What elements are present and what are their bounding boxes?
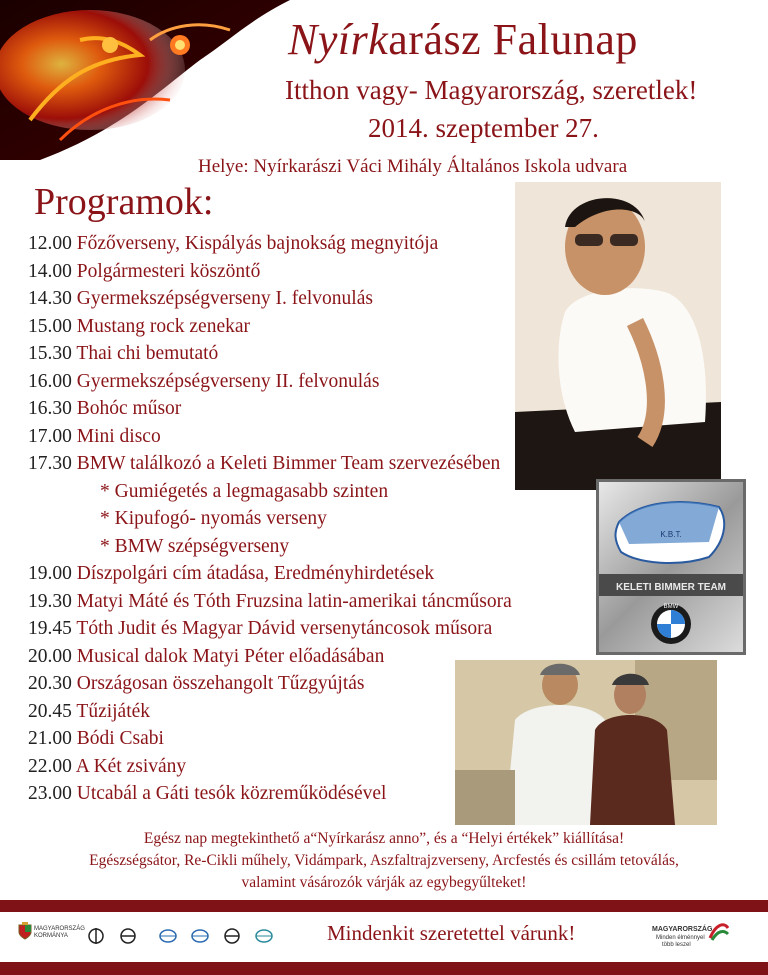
sponsor-logo-1 — [89, 928, 103, 944]
program-time: 17.30 — [28, 453, 72, 474]
sponsor-logo-4 — [192, 930, 208, 942]
footer-line-3: valamint vásározók várják az egybegyűlteket! — [241, 874, 527, 891]
mo-logo-line-2: Minden élménnyel — [656, 935, 705, 941]
sponsor-logo-5 — [225, 929, 239, 943]
welcome-message: Mindenkit szeretettel várunk! — [327, 921, 576, 945]
kbt-name: KELETI BIMMER TEAM — [616, 582, 726, 593]
program-item — [28, 698, 512, 726]
sponsor-logo-6 — [256, 930, 272, 942]
program-item — [28, 258, 512, 286]
program-description: Matyi Máté és Tóth Fruzsina latin-amerikai táncműsora — [76, 590, 512, 612]
bottom-band-top — [0, 900, 768, 912]
program-description: Bohóc műsor — [76, 398, 182, 419]
program-time: 16.30 — [28, 398, 72, 419]
mo-logo-line-1: MAGYARORSZÁG — [652, 926, 713, 933]
program-item — [28, 450, 512, 478]
program-description: BMW találkozó a Keleti Bimmer Team szervezésében — [76, 453, 501, 474]
sponsor-logo-2 — [121, 929, 135, 943]
program-item — [28, 423, 512, 451]
sponsor-bar — [0, 912, 768, 962]
program-time: 17.00 — [28, 425, 72, 447]
title-italic-part: Nyírk — [288, 15, 389, 64]
footer-line-1: Egész nap megtekinthető a“Nyírkarász anno”, és a “Helyi értékek” kiállítása! — [143, 830, 625, 847]
program-description: A Két zsivány — [75, 755, 187, 777]
sponsor-logo-3 — [160, 930, 176, 942]
event-date: 2014. szeptember 27. — [368, 113, 599, 143]
program-item — [28, 780, 512, 808]
program-description: Utcabál a Gáti tesók közreműködésével — [76, 783, 387, 804]
venue: Helye: Nyírkarászi Váci Mihály Általános Iskola udvara — [198, 156, 628, 177]
program-item — [28, 395, 512, 423]
program-subitem-text: * Gumiégetés a legmagasabb szinten — [100, 480, 389, 502]
program-time: 23.00 — [28, 783, 72, 804]
program-description: Thai chi bemutató — [76, 343, 219, 364]
bottom-band-bottom — [0, 962, 768, 975]
program-description: Musical dalok Matyi Péter előadásában — [76, 645, 385, 667]
program-time: 12.00 — [28, 233, 72, 254]
program-subitem-text: * Kipufogó- nyomás verseny — [100, 508, 327, 529]
program-description: Főzőverseny, Kispályás bajnokság megnyitója — [76, 233, 439, 254]
program-time: 19.45 — [28, 618, 72, 639]
program-item — [28, 313, 512, 341]
program-time: 14.00 — [28, 260, 72, 282]
program-item — [28, 560, 512, 588]
program-time: 20.45 — [28, 700, 72, 722]
program-description: Díszpolgári cím átadása, Eredményhirdetések — [76, 563, 435, 584]
subtitle: Itthon vagy- Magyarország, szeretlek! — [285, 75, 698, 105]
page-title — [288, 14, 638, 65]
program-list — [28, 230, 512, 808]
bmw-text: BMW — [663, 604, 679, 610]
program-time: 21.00 — [28, 728, 72, 749]
coat-of-arms-icon — [18, 922, 32, 940]
program-description: Polgármesteri köszöntő — [76, 260, 261, 282]
program-item — [28, 588, 512, 616]
footer-line-2: Egészségsátor, Re-Cikli műhely, Vidámpark, Aszfaltrajzverseny, Arcfestés és csillám tetoválás, — [89, 852, 679, 869]
program-description: Mini disco — [76, 425, 161, 447]
program-item — [28, 505, 512, 533]
program-item — [28, 670, 512, 698]
program-time: 20.00 — [28, 645, 72, 667]
program-time: 19.30 — [28, 590, 72, 612]
program-item — [28, 725, 512, 753]
sponsor-logos — [88, 924, 278, 948]
title-rest: arász Falunap — [388, 15, 638, 64]
program-item — [28, 340, 512, 368]
program-time: 15.00 — [28, 315, 72, 337]
programs-heading: Programok: — [34, 181, 214, 223]
program-description: Bódi Csabi — [76, 728, 164, 749]
program-time: 20.30 — [28, 673, 72, 694]
mo-logo-line-3: több leszel — [662, 942, 691, 948]
program-description: Tóth Judit és Magyar Dávid versenytáncosok műsora — [76, 618, 493, 639]
kbt-map-text: K.B.T. — [660, 530, 682, 539]
kormany-line-2: KORMÁNYA — [34, 933, 68, 939]
program-time: 19.00 — [28, 563, 72, 584]
singer-photo — [515, 182, 721, 490]
kormany-line-1: MAGYARORSZÁG — [34, 926, 85, 932]
program-item — [28, 478, 512, 506]
program-time: 14.30 — [28, 288, 72, 309]
program-item — [28, 285, 512, 313]
keleti-bimmer-team-logo — [596, 479, 746, 655]
program-subitem-text: * BMW szépségverseny — [100, 535, 290, 557]
program-time: 15.30 — [28, 343, 72, 364]
program-item — [28, 533, 512, 561]
program-description: Gyermekszépségverseny II. felvonulás — [76, 370, 380, 392]
program-description: Gyermekszépségverseny I. felvonulás — [76, 288, 373, 309]
program-item — [28, 230, 512, 258]
program-item — [28, 753, 512, 781]
flame-decoration — [0, 0, 290, 160]
program-item — [28, 643, 512, 671]
heart-ribbon-icon — [708, 920, 730, 944]
program-item — [28, 615, 512, 643]
program-description: Országosan összehangolt Tűzgyújtás — [76, 673, 365, 694]
program-description: Mustang rock zenekar — [76, 315, 251, 337]
program-time: 16.00 — [28, 370, 72, 392]
program-item — [28, 368, 512, 396]
zsivany-photo — [455, 660, 717, 825]
program-time: 22.00 — [28, 755, 72, 777]
program-description: Tűzijáték — [76, 700, 151, 722]
